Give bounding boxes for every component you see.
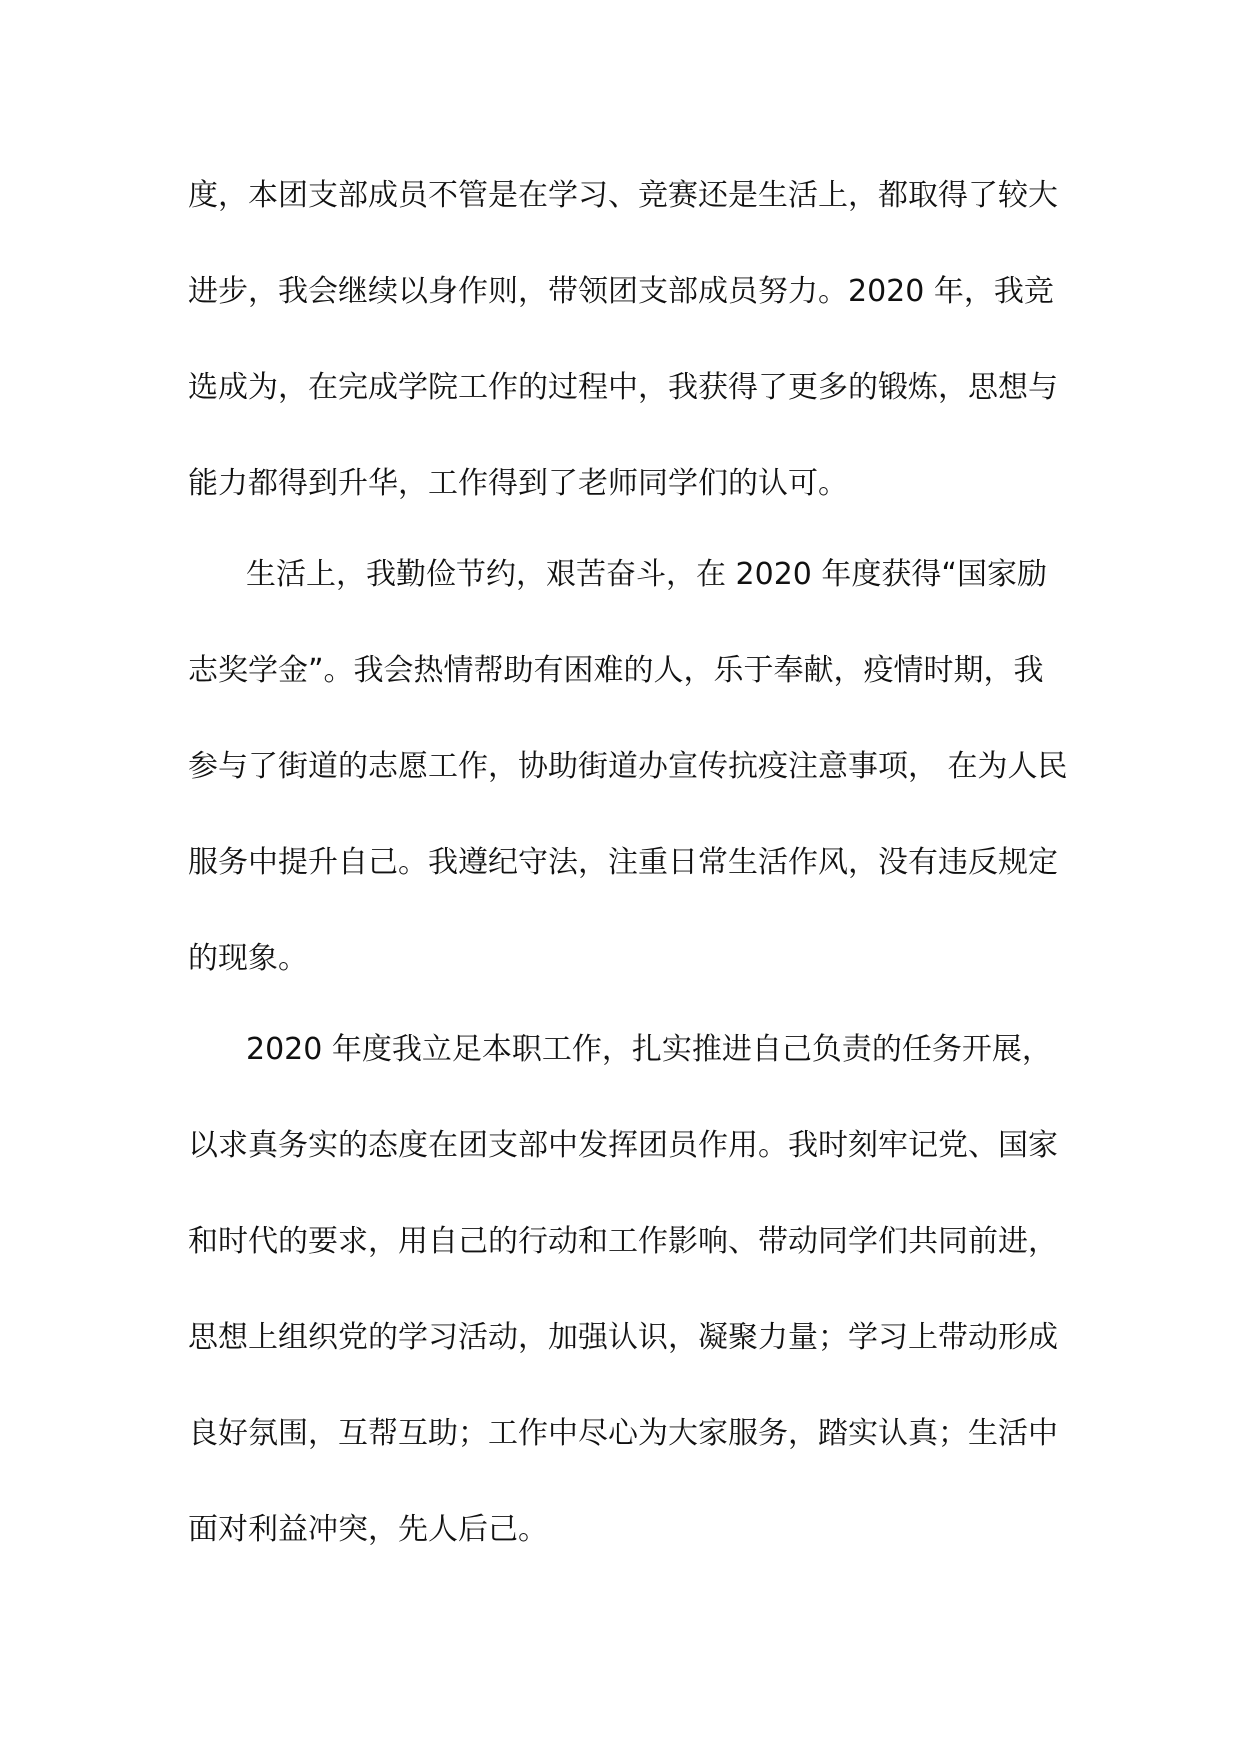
text-line: 进步，我会继续以身作则，带领团支部成员努力。2020 年，我竞 [188,274,1054,309]
paragraph-first-line: 生活上，我勤俭节约，艰苦奋斗，在 2020 年度获得“国家励 [246,557,1047,592]
text-line: 以求真务实的态度在团支部中发挥团员作用。我时刻牢记党、国家 [188,1128,1058,1163]
text-line: 选成为，在完成学院工作的过程中，我获得了更多的锻炼，思想与 [188,370,1058,405]
text-line: 度，本团支部成员不管是在学习、竞赛还是生活上，都取得了较大 [188,178,1058,213]
text-line: 良好氛围，互帮互助；工作中尽心为大家服务，踏实认真；生活中 [188,1416,1058,1451]
text-line: 和时代的要求，用自己的行动和工作影响、带动同学们共同前进， [188,1224,1058,1259]
text-line: 能力都得到升华，工作得到了老师同学们的认可。 [188,466,848,501]
text-line: 面对利益冲突，先人后己。 [188,1512,548,1547]
text-line: 参与了街道的志愿工作，协助街道办宣传抗疫注意事项， 在为人民 [188,749,1068,784]
text-line: 的现象。 [188,941,308,976]
paragraph-first-line: 2020 年度我立足本职工作，扎实推进自己负责的任务开展， [246,1032,1052,1067]
text-line: 服务中提升自己。我遵纪守法，注重日常生活作风，没有违反规定 [188,845,1058,880]
text-line: 思想上组织党的学习活动，加强认识，凝聚力量；学习上带动形成 [188,1320,1058,1355]
text-line: 志奖学金”。我会热情帮助有困难的人，乐于奉献，疫情时期，我 [188,653,1044,688]
